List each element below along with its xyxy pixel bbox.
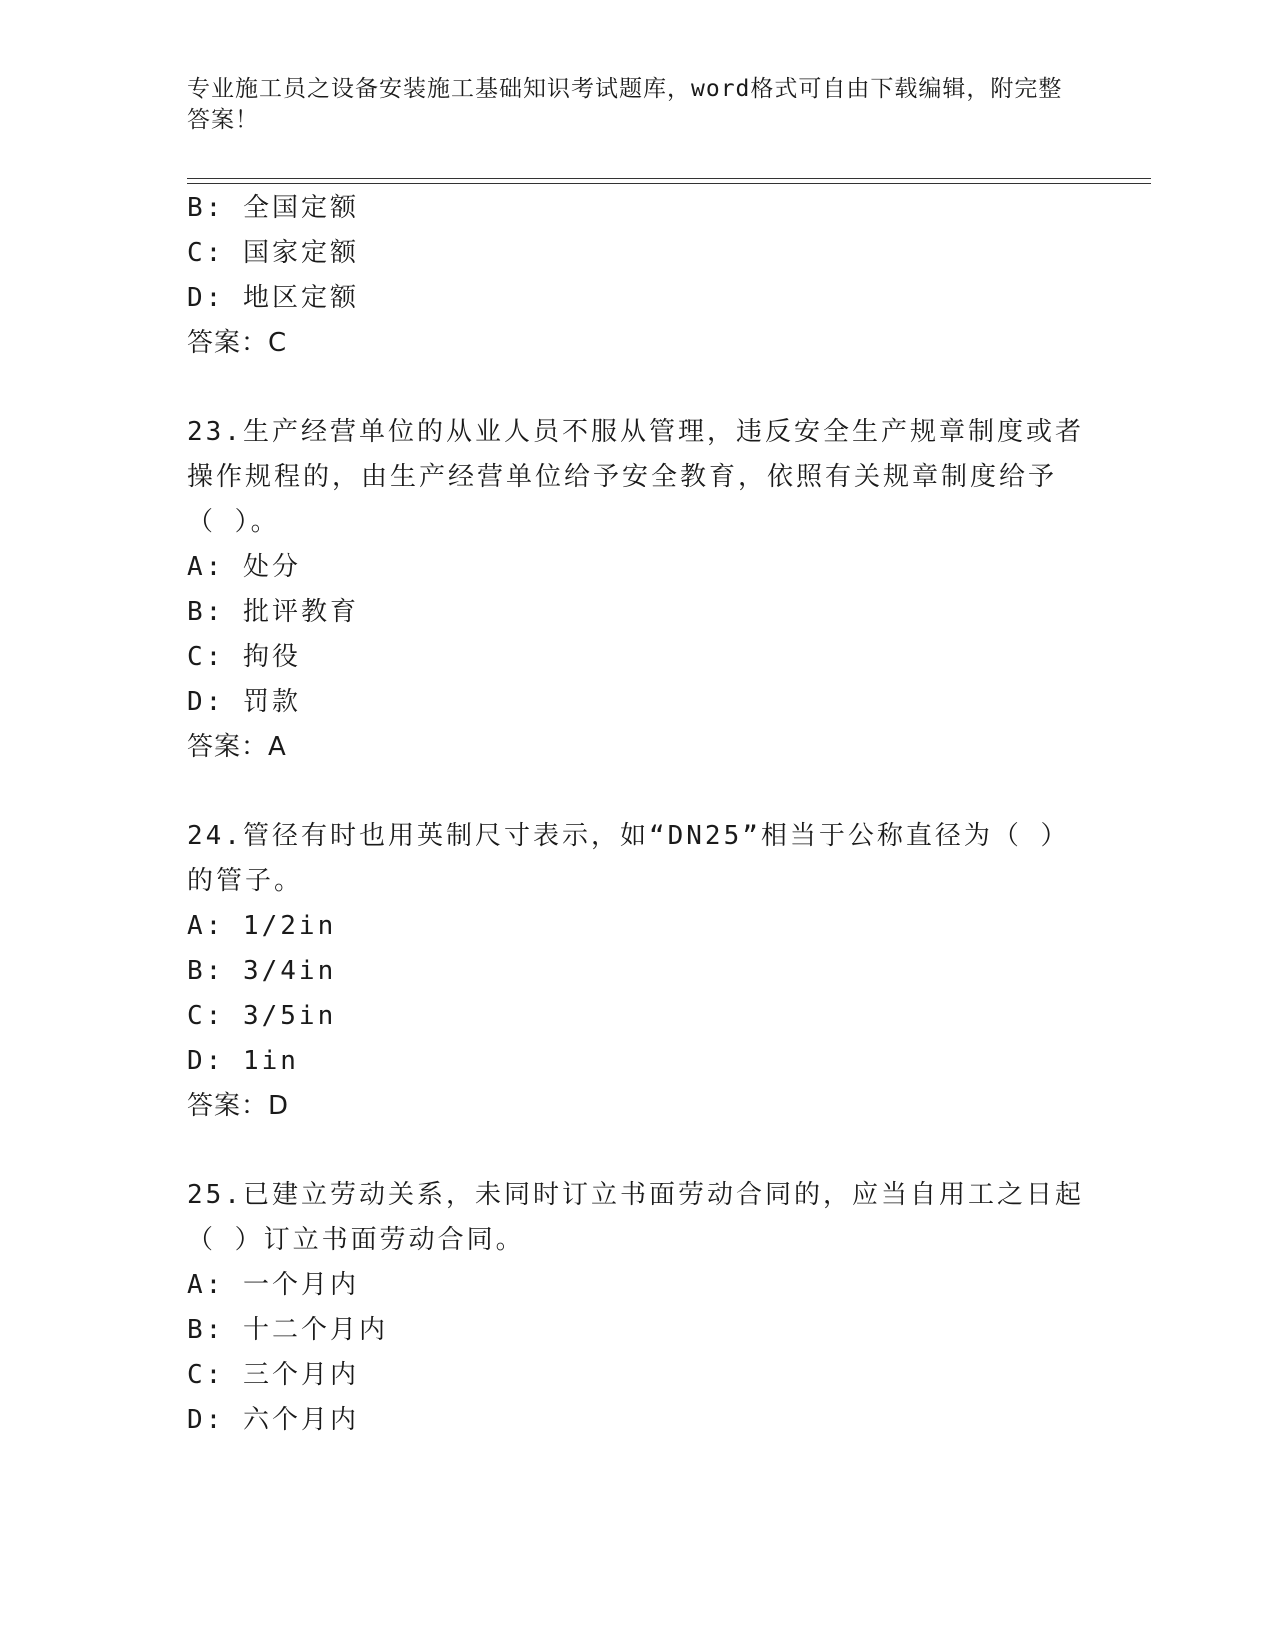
- question-23-option-a: A: 处分: [187, 552, 301, 582]
- question-23-line-3: （ ）。: [187, 507, 280, 537]
- question-25-option-a: A: 一个月内: [187, 1270, 359, 1300]
- question-23-answer: 答案：A: [187, 732, 287, 762]
- question-23-option-d: D: 罚款: [187, 687, 301, 717]
- question-23-option-c: C: 拘役: [187, 642, 301, 672]
- question-25-option-c: C: 三个月内: [187, 1360, 359, 1390]
- question-25-option-d: D: 六个月内: [187, 1405, 359, 1435]
- header-divider-bottom: [187, 183, 1151, 184]
- question-23-line-1: 23.生产经营单位的从业人员不服从管理，违反安全生产规章制度或者: [187, 417, 1084, 447]
- question-24-line-1: 24.管径有时也用英制尺寸表示，如“DN25”相当于公称直径为（ ）: [187, 821, 1070, 851]
- page-header: 专业施工员之设备安装施工基础知识考试题库，word格式可自由下载编辑，附完整答案！: [187, 76, 1063, 133]
- question-25-option-b: B: 十二个月内: [187, 1315, 388, 1345]
- question-24-option-a: A: 1/2in: [187, 911, 337, 941]
- question-25-line-1: 25.已建立劳动关系，未同时订立书面劳动合同的，应当自用工之日起: [187, 1180, 1084, 1210]
- option-d: D: 地区定额: [187, 283, 359, 313]
- question-24-answer: 答案：D: [187, 1091, 290, 1121]
- answer-line: 答案：C: [187, 328, 288, 358]
- question-23-option-b: B: 批评教育: [187, 597, 359, 627]
- option-b: B: 全国定额: [187, 193, 359, 223]
- question-25-line-2: （ ）订立书面劳动合同。: [187, 1225, 525, 1255]
- header-divider-top: [187, 178, 1151, 179]
- question-23-line-2: 操作规程的，由生产经营单位给予安全教育，依照有关规章制度给予: [187, 462, 1058, 492]
- question-24-option-d: D: 1in: [187, 1046, 299, 1076]
- question-24-option-b: B: 3/4in: [187, 956, 337, 986]
- question-24-line-2: 的管子。: [187, 866, 304, 896]
- question-24-option-c: C: 3/5in: [187, 1001, 337, 1031]
- option-c: C: 国家定额: [187, 238, 359, 268]
